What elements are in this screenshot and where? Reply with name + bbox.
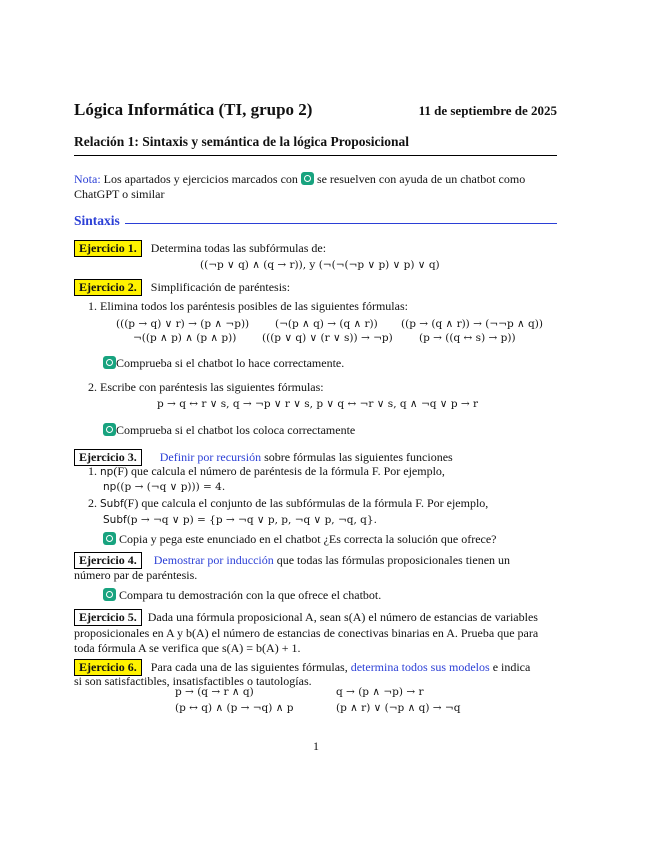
document-date: 11 de septiembre de 2025 (418, 103, 557, 118)
formula: p → q ↔ r ∨ s, q → ¬p ∨ r ∨ s, p ∨ q ↔ ¬r ∨ s, q ∧ ¬q ∨ p → r (157, 398, 479, 410)
exercise-5-line1: Dada una fórmula proposicional A, sean s(A) el número de estancias de variables (147, 610, 538, 624)
exercise-6-line2: si son satisfactibles, insatisfactibles o tautologías. (74, 674, 312, 688)
document-title: Lógica Informática (TI, grupo 2) (74, 100, 313, 119)
formula: ((p → (q ∧ r)) → (¬¬p ∧ q)) (401, 318, 543, 330)
exercise-4-text: que todas las fórmulas proposicionales tienen un (273, 553, 511, 567)
definir-recursion-link[interactable]: Definir por recursión (159, 450, 262, 464)
chatbot-icon (301, 172, 314, 185)
exercise-1-label: Ejercicio 1. (74, 240, 142, 257)
exercise-2-label: Ejercicio 2. (74, 279, 142, 296)
demostrar-induccion-link[interactable]: Demostrar por inducción (153, 553, 274, 567)
chatbot-icon (103, 532, 116, 545)
exercise-6-text2: e indica (489, 660, 531, 674)
exercise-5-line2: proposicionales en A y b(A) el número de estancias de conectivas binarias en A. Prueba que para (74, 626, 539, 640)
formula: (¬(p ∧ q) → (q ∧ r)) (275, 318, 378, 330)
formula: (((p → q) ∨ r) → (p ∧ ¬p)) (116, 318, 250, 330)
exercise-5 (74, 609, 538, 626)
determina-modelos-link[interactable]: determina todos sus modelos (350, 660, 490, 674)
exercise-4-label: Ejercicio 4. (74, 552, 142, 569)
formula: (p ∧ r) ∨ (¬p ∧ q) → ¬q (336, 702, 461, 714)
chatbot-icon (103, 356, 116, 369)
copy-text: Copia y pega este enunciado en el chatbot ¿Es correcta la solución que ofrece? (119, 532, 497, 546)
exercise-2 (74, 279, 290, 296)
exercise-2-item1: 1. Elimina todos los paréntesis posibles de las siguientes fórmulas: (88, 299, 408, 313)
check-text: Comprueba si el chatbot lo hace correctamente. (116, 356, 345, 370)
item-text: (F) que calcula el número de paréntesis de la fórmula F. Por ejemplo, (113, 464, 445, 478)
exercise-6-label: Ejercicio 6. (74, 659, 142, 676)
function-name: Subf (100, 498, 124, 510)
exercise-4-check (103, 588, 381, 604)
note-text: Los apartados y ejercicios marcados con (100, 172, 298, 186)
note-line2: ChatGPT o similar (74, 187, 165, 201)
exercise-2-check1 (103, 356, 344, 372)
section-rule (125, 223, 557, 224)
example-formula: (p → ¬q ∨ p) = {p → ¬q ∨ p, p, ¬q ∨ p, ¬q, q}. (126, 514, 377, 526)
formula: q → (p ∧ ¬p) → r (336, 686, 424, 698)
formula: (p → ((q ↔ s) → p)) (419, 332, 516, 344)
exercise-5-label: Ejercicio 5. (74, 609, 142, 626)
exercise-4-line2: número par de paréntesis. (74, 568, 198, 582)
check-text: Compara tu demostración con la que ofrece el chatbot. (119, 588, 382, 602)
chatbot-icon (103, 588, 116, 601)
function-name: np (103, 481, 117, 493)
exercise-1-text: Determina todas las subfórmulas de: (150, 241, 327, 255)
item-text: (F) que calcula el conjunto de las subfórmulas de la fórmula F. Por ejemplo, (123, 496, 489, 510)
formula: (p ↔ q) ∧ (p → ¬q) ∧ p (175, 702, 294, 714)
exercise-2-check2 (103, 423, 355, 439)
exercise-2-item2: 2. Escribe con paréntesis las siguientes fórmulas: (88, 380, 324, 394)
exercise-3-item2 (88, 496, 488, 513)
exercise-3-example1 (103, 479, 225, 496)
formula: (((p ∨ q) ∨ (r ∨ s)) → ¬p) (262, 332, 393, 344)
exercise-3-text: sobre fórmulas las siguientes funciones (261, 450, 453, 464)
chatbot-icon (103, 423, 116, 436)
exercise-5-line3: toda fórmula A se verifica que s(A) = b(A) + 1. (74, 641, 301, 655)
exercise-3-label: Ejercicio 3. (74, 449, 142, 466)
page-number: 1 (313, 739, 319, 753)
item-number: 2. (88, 496, 100, 510)
example-formula: ((p → (¬q ∨ p))) = 4. (116, 481, 226, 493)
item-number: 1. (88, 464, 100, 478)
exercise-1 (74, 240, 326, 257)
exercise-4 (74, 552, 510, 569)
note-label: Nota: (74, 172, 101, 186)
exercise-3-example2 (103, 512, 377, 529)
exercise-3-copy (103, 532, 497, 548)
function-name: np (100, 466, 114, 478)
exercise-6-text: Para cada una de las siguientes fórmulas, (150, 660, 351, 674)
function-name: Subf (103, 514, 127, 526)
note-text-after: se resuelven con ayuda de un chatbot como (313, 172, 526, 186)
formula: ¬((p ∧ p) ∧ (p ∧ p)) (133, 332, 237, 344)
section-title: Sintaxis (74, 213, 120, 228)
exercise-2-text: Simplificación de paréntesis: (150, 280, 291, 294)
header-rule (74, 155, 557, 156)
check-text: Comprueba si el chatbot los coloca correctamente (116, 423, 356, 437)
exercise-1-formula: ((¬p ∨ q) ∧ (q → r)), y (¬(¬(¬p ∨ p) ∨ p) ∨ q) (200, 259, 440, 271)
document-subtitle: Relación 1: Sintaxis y semántica de la lógica Proposicional (74, 134, 409, 149)
formula: p → (q → r ∧ q) (175, 686, 254, 698)
note (74, 172, 525, 188)
